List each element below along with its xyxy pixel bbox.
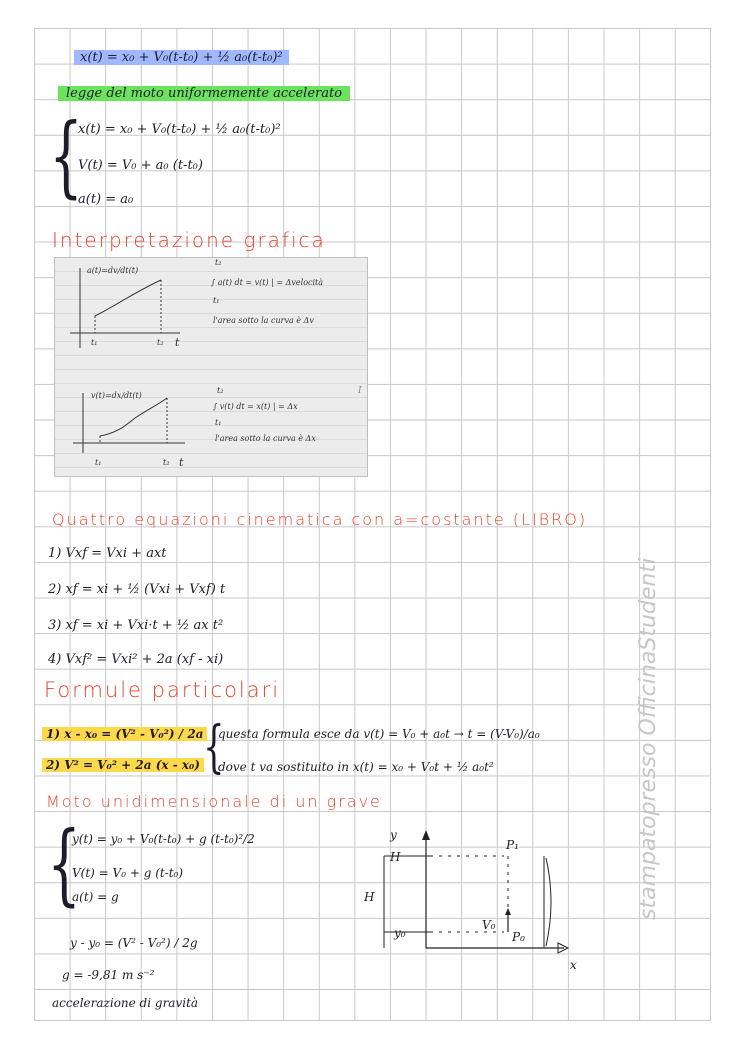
diag-y-arrow <box>422 830 430 840</box>
particolari-f2-text: 2) V² = V₀² + 2a (x - x₀) <box>42 758 204 772</box>
g1-ylabel: a(t)=dv/dt(t) <box>87 266 139 275</box>
g1-t2: t₂ <box>157 338 164 347</box>
g2-int-bot: t₁ <box>215 418 222 427</box>
graphs-drawing <box>55 258 367 476</box>
particolari-title: Formule particolari <box>44 678 281 702</box>
particolari-f1-text: 1) x - x₀ = (V² - V₀²) / 2a <box>42 727 207 741</box>
moto-dy: y - y₀ = (V² - V₀²) / 2g <box>70 936 198 950</box>
g1-curve <box>95 280 161 316</box>
g2-t: t <box>179 456 184 469</box>
watermark-text: stampatopresso OfficinaStudenti <box>636 557 661 920</box>
quattro-e4: 4) Vxf² = Vxi² + 2a (xf - xi) <box>48 652 224 667</box>
moto-title: Moto unidimensionale di un grave <box>46 792 382 811</box>
legge-title <box>58 86 350 101</box>
diag-H-label: H <box>390 850 401 864</box>
cursor-mark: I <box>358 386 362 396</box>
grave-diagram-svg <box>360 826 590 976</box>
diag-P0-label: P₀ <box>512 930 525 944</box>
g2-int: ∫ v(t) dt = x(t) | = Δx <box>213 402 298 411</box>
g1-int-top: t₂ <box>215 258 222 267</box>
system-brace-1: { <box>49 104 83 207</box>
moto-a: a(t) = g <box>72 890 119 904</box>
g2-area: l'area sotto la curva è Δx <box>215 434 316 443</box>
interp-title: Interpretazione grafica <box>52 228 326 252</box>
g2-ylabel: v(t)=dx/dt(t) <box>91 391 142 400</box>
g2-t2: t₂ <box>163 458 170 467</box>
particolari-f1 <box>42 727 207 741</box>
quattro-e3: 3) xf = xi + Vxi·t + ½ ax t² <box>48 618 224 633</box>
moto-note: accelerazione di gravità <box>52 996 199 1010</box>
diag-P1-label: P₁ <box>506 838 519 852</box>
eq-top <box>74 50 289 65</box>
graphs-photo <box>55 258 367 476</box>
sys-a: a(t) = a₀ <box>78 192 134 207</box>
diag-V0-label: V₀ <box>482 918 496 932</box>
diag-y-label: y <box>390 828 397 842</box>
legge-title-text: legge del moto uniformemente accelerato <box>58 86 350 101</box>
moto-y: y(t) = y₀ + V₀(t-t₀) + g (t-t₀)²/2 <box>72 832 255 846</box>
diag-x-label: x <box>570 958 577 972</box>
moto-v: V(t) = V₀ + g (t-t₀) <box>72 866 184 880</box>
diag-right-brace <box>546 858 551 946</box>
g1-t: t <box>175 336 180 349</box>
quattro-e2: 2) xf = xi + ½ (Vxi + Vxf) t <box>48 582 226 597</box>
diag-v0-head <box>505 908 511 915</box>
g2-curve <box>100 398 167 436</box>
diag-y0-label: y₀ <box>394 926 406 940</box>
particolari-desc2: dove t va sostituito in x(t) = x₀ + V₀t + ½ a₀t² <box>218 760 494 774</box>
particolari-brace: { <box>203 715 225 780</box>
g2-int-top: t₂ <box>217 386 224 395</box>
particolari-f2 <box>42 758 204 772</box>
g2-t1: t₁ <box>95 458 102 467</box>
watermark <box>636 557 744 945</box>
moto-brace: { <box>47 812 81 915</box>
g1-t1: t₁ <box>91 338 98 347</box>
g1-int: ∫ a(t) dt = v(t) | = Δvelocità <box>211 278 324 287</box>
diag-left-H-label: H <box>364 890 375 904</box>
quattro-e1: 1) Vxf = Vxi + axt <box>48 546 167 561</box>
g1-area: l'area sotto la curva è Δv <box>213 316 314 325</box>
sys-x: x(t) = x₀ + V₀(t-t₀) + ½ a₀(t-t₀)² <box>78 122 281 137</box>
g1-int-bot: t₁ <box>213 296 220 305</box>
grave-diagram <box>360 826 590 980</box>
sys-v: V(t) = V₀ + a₀ (t-t₀) <box>78 158 203 173</box>
particolari-desc1: questa formula esce da v(t) = V₀ + a₀t → t = (V-V₀)/a₀ <box>218 727 540 741</box>
quattro-title: Quattro equazioni cinematica con a=costante (LIBRO) <box>52 510 588 529</box>
eq-top-text: x(t) = x₀ + V₀(t-t₀) + ½ a₀(t-t₀)² <box>74 50 289 65</box>
moto-g: g = -9,81 m s⁻² <box>62 968 155 982</box>
